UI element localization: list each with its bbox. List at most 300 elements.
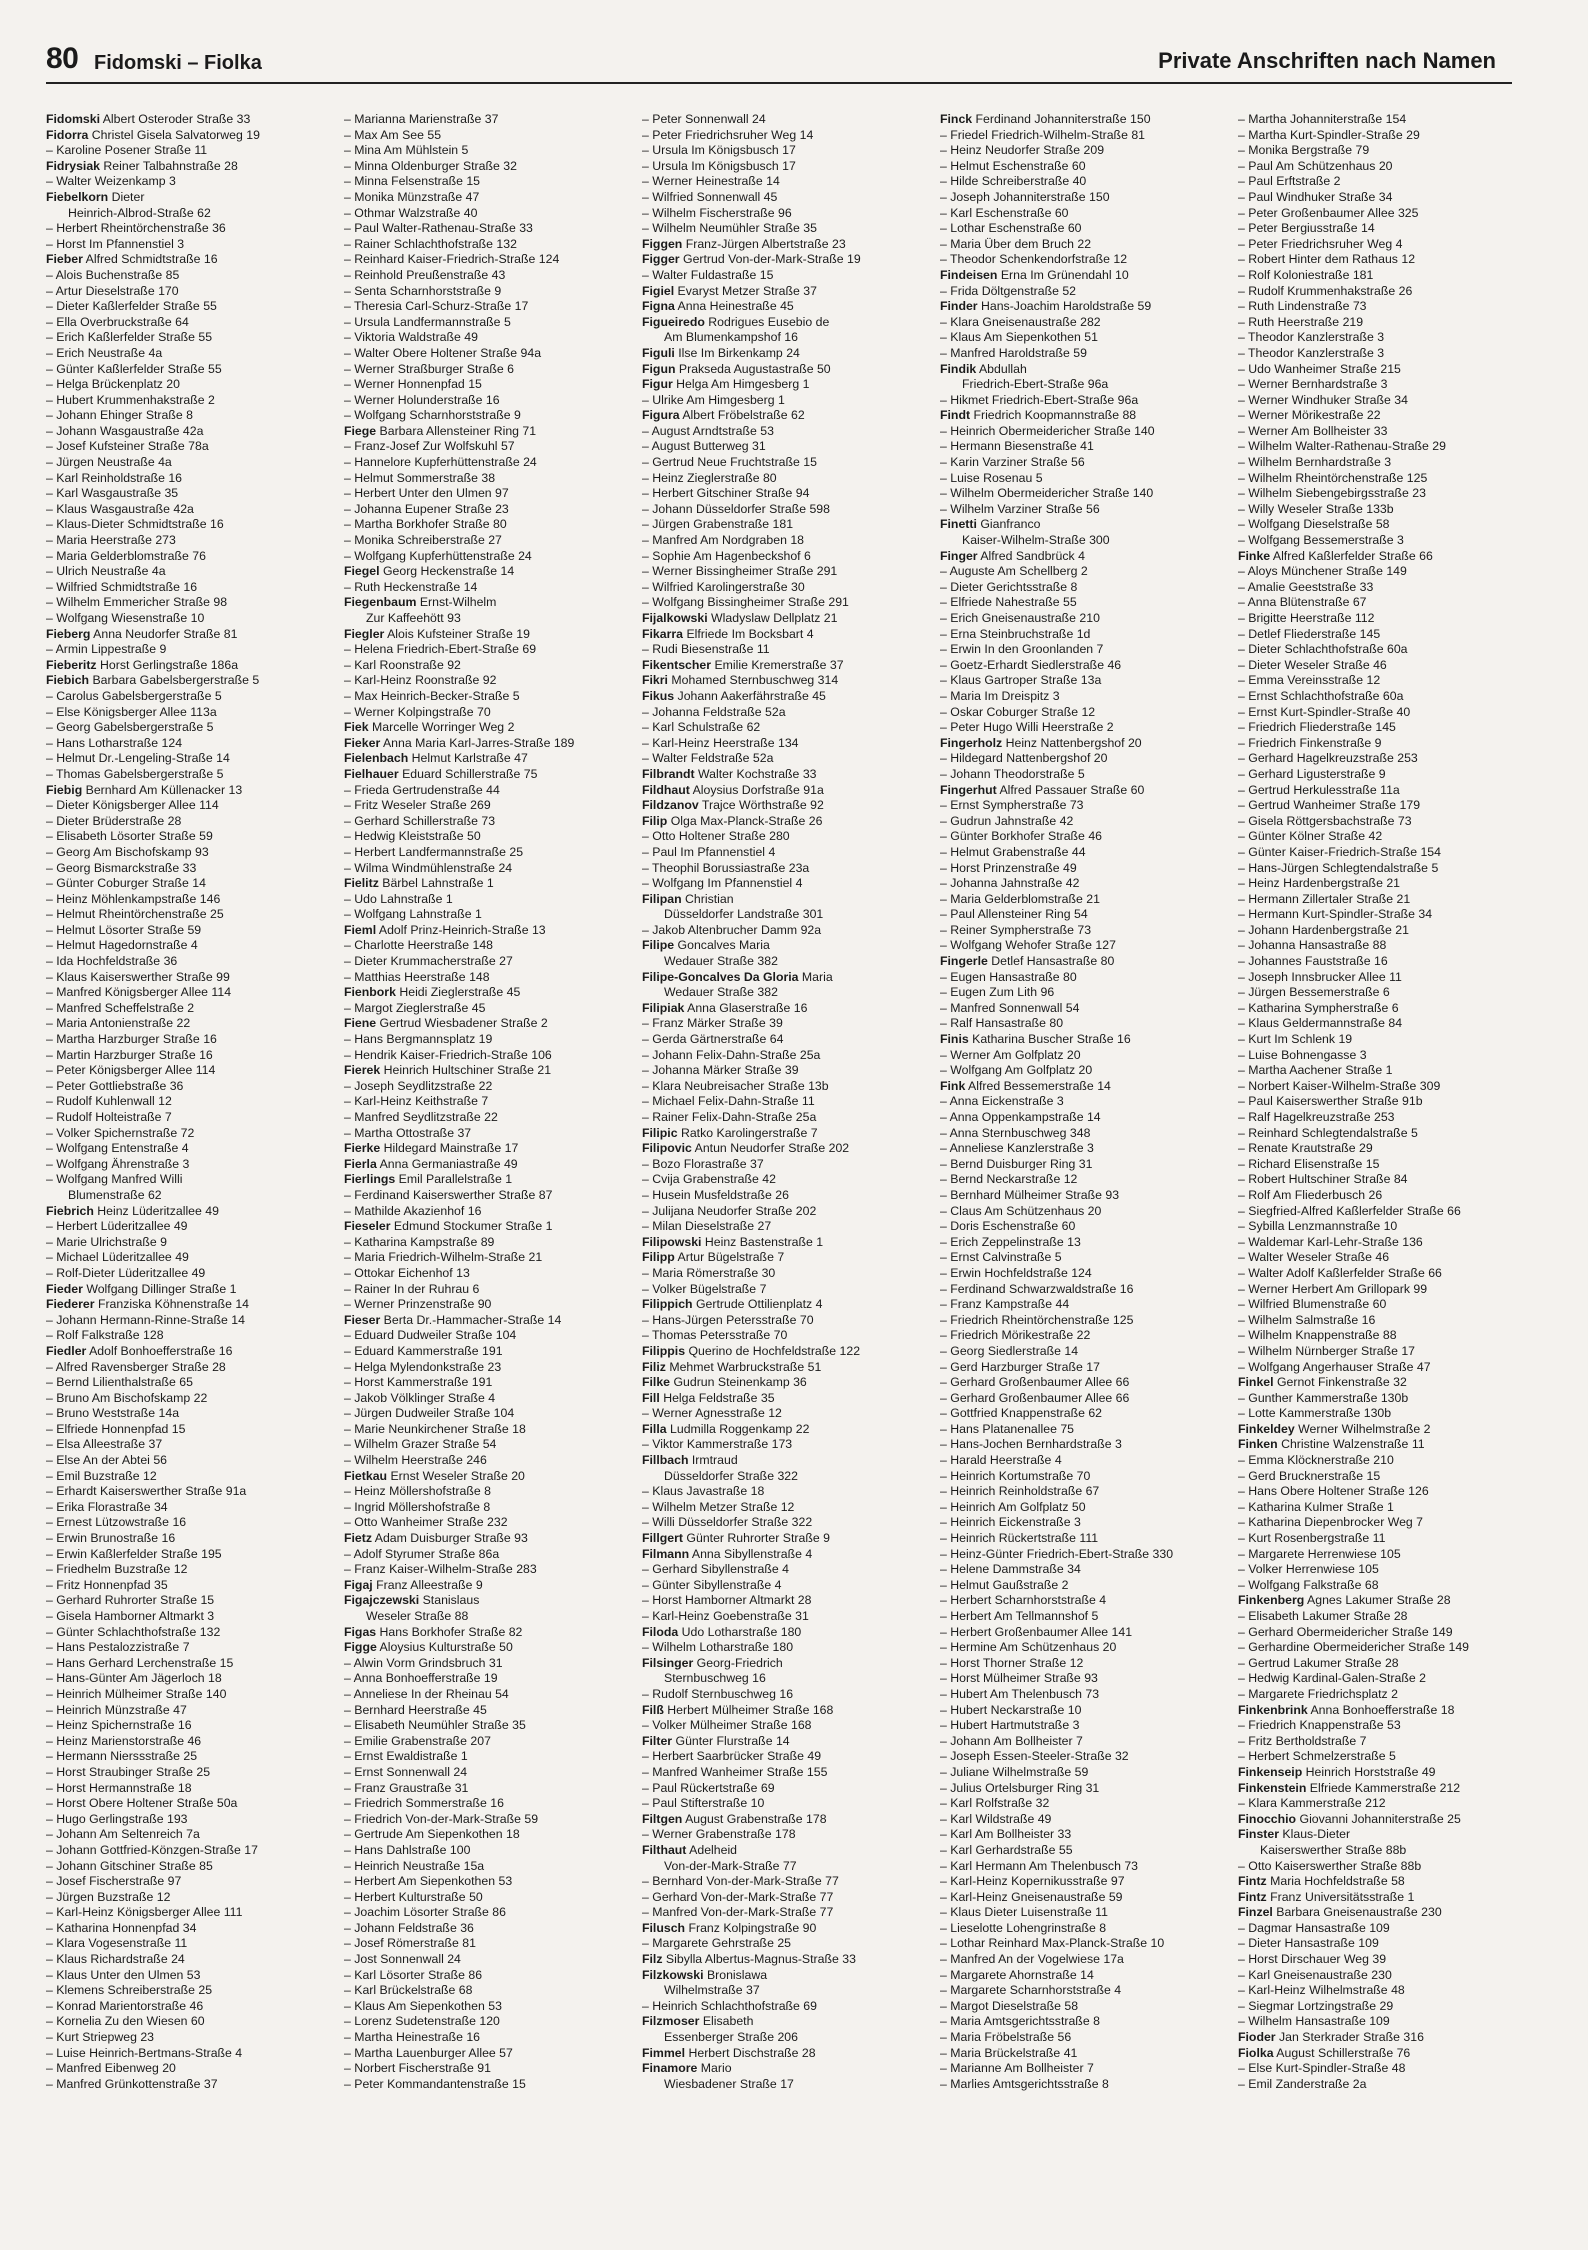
directory-entry	[940, 1687, 1238, 1703]
directory-entry	[46, 1313, 344, 1329]
directory-entry	[344, 1204, 642, 1220]
directory-entry	[940, 1266, 1238, 1282]
entry-text: – Hendrik Kaiser-Friedrich-Straße 106	[344, 1047, 552, 1062]
directory-entry	[46, 673, 344, 689]
entry-text: – Maria Gelderblomstraße 76	[46, 548, 206, 563]
directory-entry	[940, 221, 1238, 237]
entry-text: – Hermann Zillertaler Straße 21	[1238, 891, 1411, 906]
directory-entry	[46, 1110, 344, 1126]
entry-text: – Horst Kammerstraße 191	[344, 1375, 493, 1390]
entry-text: – Johann Wasgaustraße 42a	[46, 423, 204, 438]
entry-text: – Bernhard Heerstraße 45	[344, 1702, 487, 1717]
entry-text: – Juliane Wilhelmstraße 59	[940, 1764, 1089, 1779]
entry-text: Ferdinand Johanniterstraße 150	[975, 112, 1151, 126]
entry-text: – Margot Zieglerstraße 45	[344, 1000, 486, 1015]
directory-entry	[642, 315, 940, 331]
entry-text: – Erwin Hochfeldstraße 124	[940, 1265, 1092, 1280]
directory-entry	[1238, 439, 1536, 455]
directory-entry	[642, 1812, 940, 1828]
entry-text: – Karl Reinholdstraße 16	[46, 470, 183, 485]
directory-entry	[642, 1515, 940, 1531]
directory-entry	[1238, 1905, 1536, 1921]
entry-text: – Franz Graustraße 31	[344, 1780, 469, 1795]
entry-text: – Wolfgang Manfred Willi	[46, 1172, 183, 1187]
entry-text: – Volker Bügelstraße 7	[642, 1281, 767, 1296]
directory-entry	[344, 1391, 642, 1407]
entry-text: – Emma Klöcknerstraße 210	[1238, 1453, 1394, 1468]
entry-text: Weseler Straße 88	[366, 1609, 469, 1623]
entry-text: – Richard Elisenstraße 15	[1238, 1156, 1380, 1171]
entry-text: Kaiser-Wilhelm-Straße 300	[962, 533, 1110, 548]
entry-text: – Horst Thorner Straße 12	[940, 1655, 1084, 1670]
directory-entry	[344, 1936, 642, 1952]
directory-entry	[642, 845, 940, 861]
entry-text: – Dieter Weseler Straße 46	[1238, 657, 1387, 672]
directory-entry	[46, 1344, 344, 1360]
directory-entry	[940, 1235, 1238, 1251]
entry-text: – Martha Johanniterstraße 154	[1238, 112, 1407, 126]
entry-surname: Fiegenbaum	[344, 595, 417, 610]
directory-entry	[642, 1469, 940, 1485]
directory-entry	[940, 190, 1238, 206]
entry-text: – Hans Dahlstraße 100	[344, 1842, 471, 1857]
entry-text: – Gerd Harzburger Straße 17	[940, 1359, 1100, 1374]
entry-text: Franz-Jürgen Albertstraße 23	[685, 236, 846, 251]
directory-entry	[46, 330, 344, 346]
directory-entry	[1238, 1827, 1536, 1843]
entry-text: – Paul Allensteiner Ring 54	[940, 907, 1088, 922]
entry-text: – Klara Gneisenaustraße 282	[940, 314, 1101, 329]
entry-text: – Karl-Heinz Kopernikusstraße 97	[940, 1874, 1125, 1889]
entry-text: – Johannes Fauststraße 16	[1238, 954, 1388, 969]
entry-text: – Joachim Lösorter Straße 86	[344, 1905, 506, 1920]
entry-text: – Lieselotte Lohengrinstraße 8	[940, 1920, 1107, 1935]
directory-entry	[344, 1048, 642, 1064]
directory-entry	[940, 206, 1238, 222]
directory-entry	[642, 252, 940, 268]
entry-text: – Renate Krautstraße 29	[1238, 1141, 1373, 1156]
directory-entry	[1238, 1859, 1536, 1875]
entry-surname: Filzkowski	[642, 1967, 704, 1982]
directory-entry	[344, 252, 642, 268]
entry-text: – Wilhelm Grazer Straße 54	[344, 1437, 497, 1452]
entry-text: – Max Am See 55	[344, 127, 442, 142]
directory-entry	[46, 1500, 344, 1516]
directory-entry	[46, 1952, 344, 1968]
entry-text: – Wilfried Karolingerstraße 30	[642, 579, 805, 594]
entry-text: – Ernst Ewaldistraße 1	[344, 1749, 468, 1764]
directory-entry	[344, 689, 642, 705]
entry-text: – Friedrich Knappenstraße 53	[1238, 1718, 1401, 1733]
entry-surname: Figura	[642, 408, 680, 423]
entry-text: – Katharina Sympherstraße 6	[1238, 1000, 1399, 1015]
directory-entry	[344, 159, 642, 175]
entry-text: – Elfriede Nahestraße 55	[940, 595, 1077, 610]
entry-text: – Friedrich Rheintörchenstraße 125	[940, 1312, 1134, 1327]
entry-text: August Schillerstraße 76	[1276, 2045, 1411, 2060]
directory-entry	[1238, 455, 1536, 471]
entry-text: – Jürgen Buzstraße 12	[46, 1889, 171, 1904]
directory-entry	[46, 907, 344, 923]
entry-text: Georg Heckenstraße 14	[382, 564, 515, 579]
directory-entry	[46, 642, 344, 658]
directory-entry	[1238, 1734, 1536, 1750]
directory-entry	[1238, 1391, 1536, 1407]
entry-text: – Rudi Biesenstraße 11	[642, 642, 770, 657]
directory-entry	[642, 1094, 940, 1110]
directory-entry	[642, 1360, 940, 1376]
entry-text: – Frida Döltgenstraße 52	[940, 283, 1077, 298]
entry-text: – Hans Gerhard Lerchenstraße 15	[46, 1655, 234, 1670]
directory-entry	[1238, 580, 1536, 596]
entry-surname: Figuli	[642, 345, 675, 360]
directory-entry	[344, 1328, 642, 1344]
entry-text: – Helmut Gaußstraße 2	[940, 1577, 1069, 1592]
directory-entry	[1238, 1344, 1536, 1360]
entry-text: – Wilhelm Fischerstraße 96	[642, 205, 792, 220]
directory-entry	[344, 970, 642, 986]
directory-entry	[642, 517, 940, 533]
directory-column-2	[344, 112, 642, 2222]
directory-entry	[1238, 611, 1536, 627]
entry-text: – Heinz Hardenbergstraße 21	[1238, 876, 1400, 891]
entry-text: – Bernhard Mülheimer Straße 93	[940, 1187, 1120, 1202]
directory-entry	[642, 2030, 940, 2046]
entry-text: – Werner Windhuker Straße 34	[1238, 392, 1408, 407]
entry-text: – Rolf-Dieter Lüderitzallee 49	[46, 1265, 206, 1280]
entry-text: Christine Walzenstraße 11	[1281, 1437, 1425, 1452]
entry-text: – Husein Musfeldstraße 26	[642, 1187, 789, 1202]
entry-text: – Ferdinand Schwarzwaldstraße 16	[940, 1281, 1134, 1296]
directory-entry	[940, 1859, 1238, 1875]
entry-text: – Friedrich Von-der-Mark-Straße 59	[344, 1811, 539, 1826]
directory-entry	[1238, 829, 1536, 845]
directory-entry	[940, 1812, 1238, 1828]
entry-surname: Fiege	[344, 423, 377, 438]
entry-text: Ernst Weseler Straße 20	[390, 1468, 525, 1483]
entry-text: – Hugo Gerlingstraße 193	[46, 1811, 188, 1826]
entry-text: – Ottokar Eichenhof 13	[344, 1265, 470, 1280]
directory-entry	[1238, 1484, 1536, 1500]
entry-text: – Peter Friedrichsruher Weg 4	[1238, 236, 1403, 251]
directory-entry	[46, 798, 344, 814]
entry-surname: Finzel	[1238, 1905, 1273, 1920]
directory-entry	[1238, 315, 1536, 331]
entry-text: – Margarete Scharnhorststraße 4	[940, 1983, 1122, 1998]
entry-surname: Findeisen	[940, 267, 998, 282]
entry-text: Barbara Gabelsbergerstraße 5	[92, 673, 260, 688]
entry-text: – Karl Wildstraße 49	[940, 1811, 1052, 1826]
entry-text: – Viktoria Waldstraße 49	[344, 330, 478, 345]
directory-entry	[344, 190, 642, 206]
directory-entry	[642, 783, 940, 799]
directory-entry	[344, 1313, 642, 1329]
directory-entry	[1238, 595, 1536, 611]
entry-text: – Gerhard Großenbaumer Allee 66	[940, 1390, 1130, 1405]
entry-surname: Fillbach	[642, 1453, 689, 1468]
entry-text: – Ernst Schlachthofstraße 60a	[1238, 688, 1404, 703]
directory-entry	[642, 1952, 940, 1968]
directory-entry	[1238, 424, 1536, 440]
entry-surname: Fiegel	[344, 564, 380, 579]
entry-text: – Jost Sonnenwall 24	[344, 1952, 461, 1967]
entry-text: – Wolfgang Wiesenstraße 10	[46, 611, 205, 625]
directory-entry	[642, 689, 940, 705]
directory-entry	[1238, 1219, 1536, 1235]
entry-text: – Monika Schreiberstraße 27	[344, 533, 502, 548]
directory-entry	[46, 1968, 344, 1984]
entry-text: Heinz Lüderitzallee 49	[97, 1203, 219, 1218]
entry-text: – Waldemar Karl-Lehr-Straße 136	[1238, 1234, 1423, 1249]
entry-text: – Klara Neubreisacher Straße 13b	[642, 1078, 829, 1093]
entry-text: – Josef Fischerstraße 97	[46, 1874, 182, 1889]
directory-entry	[940, 1671, 1238, 1687]
directory-entry	[46, 1656, 344, 1672]
directory-entry	[344, 923, 642, 939]
entry-surname: Finger	[940, 548, 978, 563]
directory-entry	[46, 315, 344, 331]
directory-entry	[46, 611, 344, 627]
entry-text: Adolf Bonhoefferstraße 16	[89, 1343, 233, 1358]
entry-text: – Marianna Marienstraße 37	[344, 112, 499, 126]
directory-entry	[344, 1687, 642, 1703]
entry-text: – Bernd Duisburger Ring 31	[940, 1156, 1093, 1171]
directory-entry	[344, 564, 642, 580]
entry-text: Christel Gisela Salvatorweg 19	[91, 127, 260, 142]
directory-entry	[940, 1110, 1238, 1126]
directory-entry	[940, 876, 1238, 892]
entry-text: – Manfred Von-der-Mark-Straße 77	[642, 1905, 834, 1920]
entry-text: – Horst Prinzenstraße 49	[940, 860, 1077, 875]
entry-surname: Figas	[344, 1624, 377, 1639]
directory-entry	[940, 1515, 1238, 1531]
entry-text: – Paul Walter-Rathenau-Straße 33	[344, 221, 533, 236]
entry-text: – Hubert Krummenhakstraße 2	[46, 392, 215, 407]
entry-text: – Wilhelm Lotharstraße 180	[642, 1640, 794, 1655]
directory-entry	[940, 362, 1238, 378]
entry-text: – Kurt Rosenbergstraße 11	[1238, 1531, 1386, 1546]
directory-entry	[1238, 1016, 1536, 1032]
directory-entry	[642, 112, 940, 128]
directory-entry	[46, 486, 344, 502]
directory-column-3	[642, 112, 940, 2222]
directory-entry	[46, 1515, 344, 1531]
entry-text: Maria	[801, 969, 833, 984]
entry-text: – Fritz Weseler Straße 269	[344, 798, 491, 813]
entry-text: – Walter Weizenkamp 3	[46, 174, 176, 189]
entry-text: – Klaus Wasgaustraße 42a	[46, 501, 194, 516]
entry-text: Anna Germaniastraße 49	[379, 1156, 518, 1171]
directory-entry	[642, 1718, 940, 1734]
directory-entry	[940, 1032, 1238, 1048]
directory-entry	[1238, 1437, 1536, 1453]
directory-entry	[642, 1656, 940, 1672]
directory-entry	[940, 1843, 1238, 1859]
directory-entry	[344, 1297, 642, 1313]
directory-entry	[1238, 206, 1536, 222]
directory-entry	[940, 595, 1238, 611]
directory-entry	[940, 424, 1238, 440]
entry-text: – Klaus Javastraße 18	[642, 1484, 765, 1499]
entry-text: – Hedwig Kleiststraße 50	[344, 829, 481, 844]
entry-text: – Peter Kommandantenstraße 15	[344, 2076, 526, 2091]
directory-entry	[940, 268, 1238, 284]
directory-entry	[46, 1001, 344, 1017]
entry-text: – Werner Herbert Am Grillopark 99	[1238, 1281, 1428, 1296]
directory-entry	[642, 362, 940, 378]
entry-text: – Hermine Am Schützenhaus 20	[940, 1640, 1117, 1655]
entry-text: – Heinz Spichernstraße 16	[46, 1718, 192, 1733]
entry-text: – Max Heinrich-Becker-Straße 5	[344, 688, 520, 703]
directory-entry	[940, 1765, 1238, 1781]
entry-text: – Joseph Innsbrucker Allee 11	[1238, 969, 1402, 984]
entry-text: – Ruth Heckenstraße 14	[344, 579, 478, 594]
directory-entry	[1238, 1968, 1536, 1984]
directory-entry	[46, 1016, 344, 1032]
entry-text: – Werner Kolpingstraße 70	[344, 704, 491, 719]
directory-entry	[344, 1500, 642, 1516]
directory-entry	[940, 252, 1238, 268]
directory-entry	[344, 938, 642, 954]
entry-text: – Elisabeth Lakumer Straße 28	[1238, 1609, 1408, 1623]
directory-entry	[344, 1094, 642, 1110]
directory-entry	[642, 1063, 940, 1079]
entry-text: – Thomas Gabelsbergerstraße 5	[46, 766, 224, 781]
entry-text: – Gisela Hamborner Altmarkt 3	[46, 1609, 215, 1623]
directory-entry	[940, 767, 1238, 783]
entry-text: – Walter Adolf Kaßlerfelder Straße 66	[1238, 1265, 1442, 1280]
entry-text: – Herbert Kulturstraße 50	[344, 1889, 483, 1904]
entry-text: Ludmilla Roggenkamp 22	[670, 1421, 810, 1436]
entry-text: – Werner Bissingheimer Straße 291	[642, 564, 838, 579]
entry-text: – Cvija Grabenstraße 42	[642, 1172, 776, 1187]
directory-entry	[344, 1968, 642, 1984]
entry-text: – Karl-Heinz Goebenstraße 31	[642, 1609, 809, 1623]
directory-entry	[940, 1905, 1238, 1921]
entry-text: – Eduard Dudweiler Straße 104	[344, 1328, 517, 1343]
directory-entry	[46, 1562, 344, 1578]
directory-entry	[344, 549, 642, 565]
directory-entry	[940, 143, 1238, 159]
entry-text: – Peter Gottliebstraße 36	[46, 1078, 184, 1093]
directory-entry	[1238, 861, 1536, 877]
directory-entry	[940, 1640, 1238, 1656]
directory-entry	[940, 658, 1238, 674]
entry-text: – Gerhard Ligusterstraße 9	[1238, 766, 1386, 781]
entry-text: – Ernst Sympherstraße 73	[940, 798, 1084, 813]
entry-surname: Filip	[642, 813, 668, 828]
directory-entry	[940, 1796, 1238, 1812]
entry-text: – Hilde Schreiberstraße 40	[940, 174, 1087, 189]
directory-entry	[642, 595, 940, 611]
entry-text: – Lothar Reinhard Max-Planck-Straße 10	[940, 1936, 1165, 1951]
directory-entry	[46, 783, 344, 799]
entry-text: – Viktor Kammerstraße 173	[642, 1437, 793, 1452]
directory-entry	[46, 1687, 344, 1703]
entry-text: – Marie Neunkirchener Straße 18	[344, 1421, 526, 1436]
entry-text: – Kornelia Zu den Wiesen 60	[46, 2014, 205, 2029]
directory-entry	[344, 424, 642, 440]
entry-text: – Herbert Am Tellmannshof 5	[940, 1609, 1099, 1623]
entry-text: – Gerd Brucknerstraße 15	[1238, 1468, 1381, 1483]
entry-text: – Ursula Im Königsbusch 17	[642, 143, 796, 158]
entry-text: – Johann Theodorstraße 5	[940, 766, 1085, 781]
entry-text: – Peter Hugo Willi Heerstraße 2	[940, 720, 1114, 735]
directory-entry	[642, 1749, 940, 1765]
entry-text: – Karl Wasgaustraße 35	[46, 486, 179, 501]
directory-entry	[642, 1079, 940, 1095]
entry-text: – Heinrich Rückertstraße 111	[940, 1531, 1099, 1546]
entry-surname: Figueiredo	[642, 314, 705, 329]
directory-entry	[940, 1547, 1238, 1563]
directory-entry	[1238, 751, 1536, 767]
entry-text: – Johann Ehinger Straße 8	[46, 408, 193, 423]
directory-entry	[344, 1469, 642, 1485]
entry-text: – Wolfgang Kupferhüttenstraße 24	[344, 548, 532, 563]
directory-entry	[940, 455, 1238, 471]
directory-entry	[344, 861, 642, 877]
directory-entry	[1238, 1141, 1536, 1157]
directory-entry	[940, 1718, 1238, 1734]
entry-surname: Filz	[642, 1952, 663, 1967]
entry-text: – Wolfgang Dieselstraße 58	[1238, 517, 1390, 532]
directory-entry	[46, 1921, 344, 1937]
directory-entry	[642, 1625, 940, 1641]
entry-text: – Erich Kaßlerfelder Straße 55	[46, 330, 213, 345]
entry-text: – Luise Bohnengasse 3	[1238, 1047, 1367, 1062]
directory-entry	[642, 1671, 940, 1687]
directory-entry	[642, 1796, 940, 1812]
entry-text: Elisabeth	[702, 2014, 754, 2029]
entry-text: Adam Duisburger Straße 93	[374, 1531, 528, 1546]
entry-text: – Friedrich Finkenstraße 9	[1238, 735, 1382, 750]
directory-entry	[46, 346, 344, 362]
entry-text: Horst Gerlingstraße 186a	[100, 657, 239, 672]
entry-text: – Heinz Möhlenkampstraße 146	[46, 891, 221, 906]
entry-text: – Wilhelm Walter-Rathenau-Straße 29	[1238, 439, 1446, 454]
entry-surname: Fidorra	[46, 127, 89, 142]
directory-entry	[940, 1360, 1238, 1376]
entry-text: – Martha Borkhofer Straße 80	[344, 517, 507, 532]
entry-text: – Jakob Völklinger Straße 4	[344, 1390, 496, 1405]
directory-entry	[344, 658, 642, 674]
directory-entry	[344, 907, 642, 923]
directory-entry	[46, 1391, 344, 1407]
entry-text: – Fritz Bertholdstraße 7	[1238, 1733, 1367, 1748]
entry-text: – Herbert Großenbaumer Allee 141	[940, 1624, 1133, 1639]
entry-text: Maria Hochfeldstraße 58	[1270, 1874, 1405, 1889]
directory-entry	[46, 1749, 344, 1765]
entry-text: – Julius Ortelsburger Ring 31	[940, 1780, 1100, 1795]
directory-entry	[46, 174, 344, 190]
entry-text: – Bruno Weststraße 14a	[46, 1406, 180, 1421]
directory-entry	[1238, 1625, 1536, 1641]
entry-text: – Robert Hinter dem Rathaus 12	[1238, 252, 1416, 267]
entry-text: – Charlotte Heerstraße 148	[344, 938, 494, 953]
entry-text: – Gerda Gärtnerstraße 64	[642, 1032, 784, 1047]
entry-surname: Fink	[940, 1078, 966, 1093]
directory-entry	[1238, 1157, 1536, 1173]
directory-entry	[46, 1983, 344, 1999]
directory-entry	[344, 1671, 642, 1687]
directory-entry	[46, 970, 344, 986]
directory-entry	[1238, 1765, 1536, 1781]
entry-surname: Filoda	[642, 1624, 679, 1639]
entry-text: – Ella Overbruckstraße 64	[46, 314, 189, 329]
directory-entry	[940, 1531, 1238, 1547]
entry-surname: Filzmoser	[642, 2014, 700, 2029]
entry-text: Stanislaus	[422, 1593, 480, 1608]
